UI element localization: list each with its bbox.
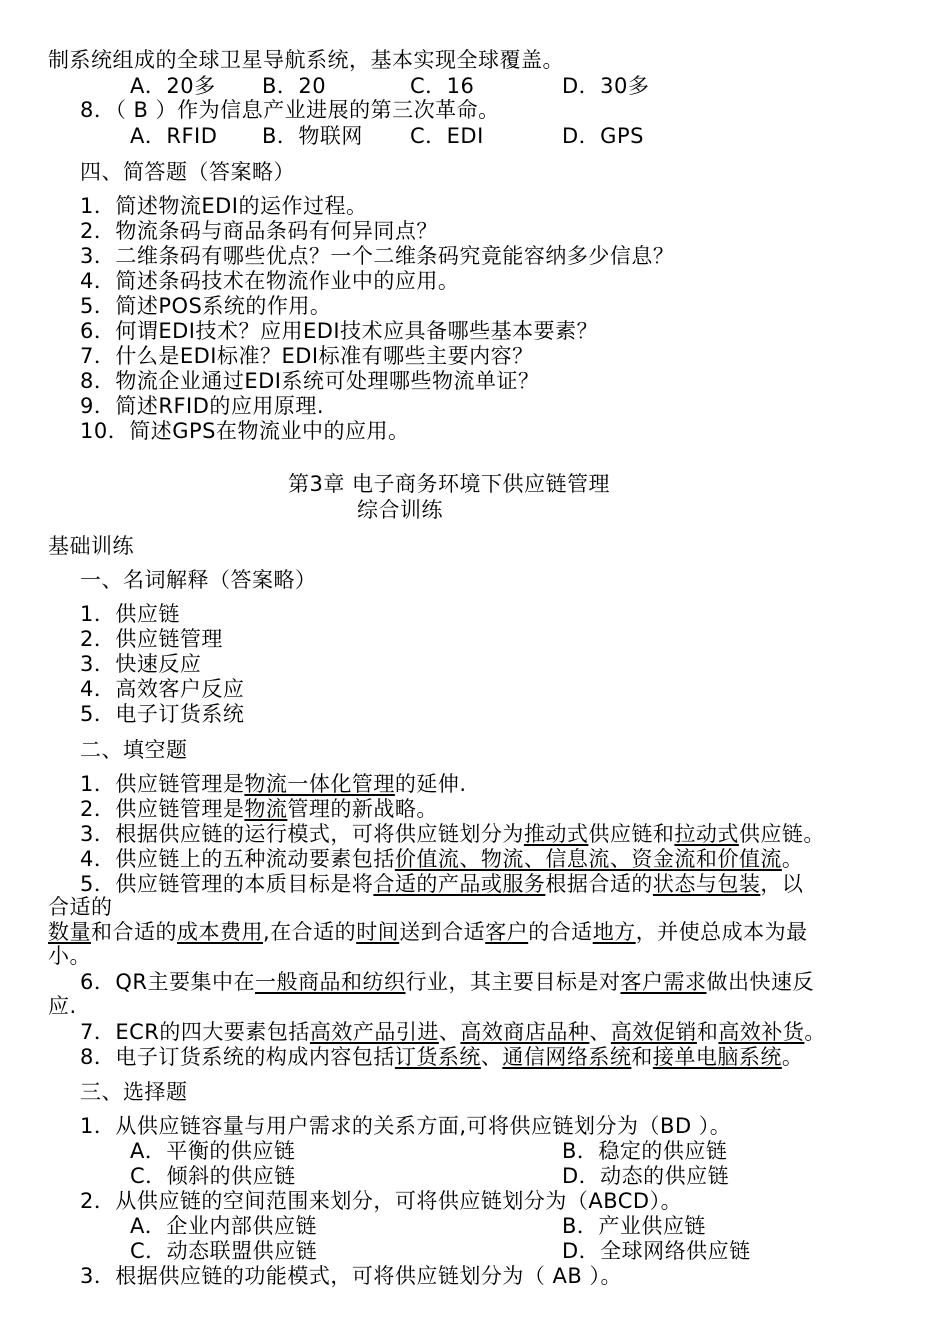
question: 8．（ B ）作为信息产业进展的第三次革命。 bbox=[80, 98, 500, 122]
chapter-subtitle: 综合训练 bbox=[357, 498, 443, 522]
option: A．RFID bbox=[130, 124, 218, 148]
answer: 状态与包装 bbox=[652, 872, 761, 896]
fill-item bbox=[80, 1020, 826, 1045]
text: 、 bbox=[589, 1020, 611, 1044]
fill-item bbox=[80, 847, 803, 872]
fill-item bbox=[80, 872, 803, 897]
option: C．倾斜的供应链 bbox=[130, 1164, 296, 1188]
question: 1．从供应链容量与用户需求的关系方面,可将供应链划分为（BD ）。 bbox=[80, 1114, 732, 1138]
option: B．物联网 bbox=[262, 124, 363, 148]
text: 、 bbox=[480, 1045, 503, 1069]
option: C．EDI bbox=[410, 124, 484, 148]
answer: 客户需求 bbox=[620, 970, 707, 994]
option: B．20 bbox=[262, 74, 327, 98]
answer: 高效促销 bbox=[610, 1020, 697, 1044]
answer: 价值流、物流、信息流、资金流和价值流 bbox=[394, 847, 782, 871]
option: B．稳定的供应链 bbox=[562, 1139, 728, 1163]
text: 根据合适的 bbox=[545, 872, 653, 896]
text: 2．供应链管理是 bbox=[80, 797, 245, 821]
option: A．企业内部供应链 bbox=[130, 1214, 317, 1238]
answer: 客户 bbox=[485, 920, 529, 944]
list-item: 6．何谓EDI技术？应用EDI技术应具备哪些基本要素？ bbox=[80, 319, 599, 343]
answer: 高效产品引进 bbox=[309, 1020, 439, 1044]
text: 、 bbox=[438, 1020, 461, 1044]
answer: 数量 bbox=[48, 920, 91, 944]
option: B．产业供应链 bbox=[562, 1214, 706, 1238]
list-item: 5．简述POS系统的作用。 bbox=[80, 294, 332, 318]
fill-item bbox=[80, 822, 825, 847]
text: 的合适 bbox=[528, 920, 593, 944]
section-heading: 三、选择题 bbox=[80, 1080, 188, 1104]
option: A．平衡的供应链 bbox=[130, 1139, 296, 1163]
text: 和 bbox=[631, 1045, 653, 1069]
section-heading: 四、简答题（答案略） bbox=[80, 160, 295, 184]
list-item: 8．物流企业通过EDI系统可处理哪些物流单证？ bbox=[80, 369, 540, 393]
fill-item bbox=[80, 1045, 803, 1070]
text: 。 bbox=[781, 1045, 804, 1069]
answer: 一般商品和纺织 bbox=[254, 970, 406, 994]
option: C．动态联盟供应链 bbox=[130, 1239, 318, 1263]
list-item: 1．简述物流EDI的运作过程。 bbox=[80, 194, 368, 218]
text: 供应链和 bbox=[588, 822, 675, 846]
text: 管理的新战略。 bbox=[287, 797, 438, 821]
text: 和合适的 bbox=[91, 920, 177, 944]
answer: 成本费用 bbox=[177, 920, 263, 944]
option: D．全球网络供应链 bbox=[562, 1239, 751, 1263]
list-item: 2．供应链管理 bbox=[80, 627, 223, 651]
option: D．动态的供应链 bbox=[562, 1164, 730, 1188]
fill-item bbox=[48, 920, 808, 945]
text: ，并使总成本为最 bbox=[635, 920, 808, 944]
text: 8．电子订货系统的构成内容包括 bbox=[80, 1045, 395, 1069]
answer: 合适的产品或服务 bbox=[373, 872, 546, 896]
answer: 物流一体化管理 bbox=[244, 772, 395, 796]
list-item: 9．简述RFID的应用原理. bbox=[80, 394, 325, 418]
list-item: 1．供应链 bbox=[80, 602, 180, 626]
text: ，以 bbox=[760, 872, 804, 896]
question: 2．从供应链的空间范围来划分，可将供应链划分为（ABCD）。 bbox=[80, 1189, 683, 1213]
text: 6．QR主要集中在 bbox=[80, 970, 255, 994]
option: D．30多 bbox=[562, 74, 650, 98]
answer: 通信网络系统 bbox=[502, 1045, 632, 1069]
text-line: 合适的 bbox=[48, 895, 113, 919]
text: 3．根据供应链的运行模式，可将供应链划分为 bbox=[80, 822, 524, 846]
answer: 推动式 bbox=[523, 822, 589, 846]
text: 行业，其主要目标是对 bbox=[405, 970, 621, 994]
text: 5．供应链管理的本质目标是将 bbox=[80, 872, 374, 896]
fill-item bbox=[80, 970, 814, 995]
option: C．16 bbox=[410, 74, 475, 98]
answer: 时间 bbox=[356, 920, 400, 944]
list-item: 10．简述GPS在物流业中的应用。 bbox=[80, 419, 410, 443]
option: A．20多 bbox=[130, 74, 216, 98]
text-line: 小。 bbox=[48, 944, 91, 968]
section-heading: 二、填空题 bbox=[80, 738, 188, 762]
answer: 地方 bbox=[592, 920, 636, 944]
fill-item bbox=[80, 797, 438, 822]
text: 4．供应链上的五种流动要素包括 bbox=[80, 847, 395, 871]
list-item: 5．电子订货系统 bbox=[80, 702, 245, 726]
text: 送到合适 bbox=[399, 920, 486, 944]
list-item: 3．二维条码有哪些优点？一个二维条码究竟能容纳多少信息？ bbox=[80, 244, 675, 268]
text: 1．供应链管理是 bbox=[80, 772, 245, 796]
section-heading: 基础训练 bbox=[48, 534, 134, 558]
text: 供应链。 bbox=[738, 822, 825, 846]
answer: 拉动式 bbox=[674, 822, 739, 846]
text: 的延伸. bbox=[394, 772, 467, 796]
option: D．GPS bbox=[562, 124, 644, 148]
text: 做出快速反 bbox=[706, 970, 814, 994]
fill-item bbox=[80, 772, 467, 797]
text: 。 bbox=[781, 847, 804, 871]
answer: 物流 bbox=[244, 797, 288, 821]
question: 3．根据供应链的功能模式，可将供应链划分为（ AB ）。 bbox=[80, 1264, 622, 1288]
list-item: 4．简述条码技术在物流作业中的应用。 bbox=[80, 269, 460, 293]
list-item: 7．什么是EDI标准？EDI标准有哪些主要内容？ bbox=[80, 344, 534, 368]
section-heading: 一、名词解释（答案略） bbox=[80, 568, 317, 592]
text: ,在合适的 bbox=[263, 920, 357, 944]
list-item: 4．高效客户反应 bbox=[80, 677, 245, 701]
text: 和 bbox=[696, 1020, 719, 1044]
chapter-title: 第3章 电子商务环境下供应链管理 bbox=[288, 472, 611, 496]
list-item: 2．物流条码与商品条码有何异同点？ bbox=[80, 219, 438, 243]
answer: 高效商店品种 bbox=[460, 1020, 590, 1044]
answer: 接单电脑系统 bbox=[652, 1045, 782, 1069]
answer: 订货系统 bbox=[394, 1045, 481, 1069]
text: 7．ECR的四大要素包括 bbox=[80, 1020, 310, 1044]
list-item: 3．快速反应 bbox=[80, 652, 202, 676]
text-line: 制系统组成的全球卫星导航系统，基本实现全球覆盖。 bbox=[48, 48, 564, 72]
text: 。 bbox=[804, 1020, 826, 1044]
text-line: 应. bbox=[48, 994, 77, 1018]
answer: 高效补货 bbox=[718, 1020, 805, 1044]
